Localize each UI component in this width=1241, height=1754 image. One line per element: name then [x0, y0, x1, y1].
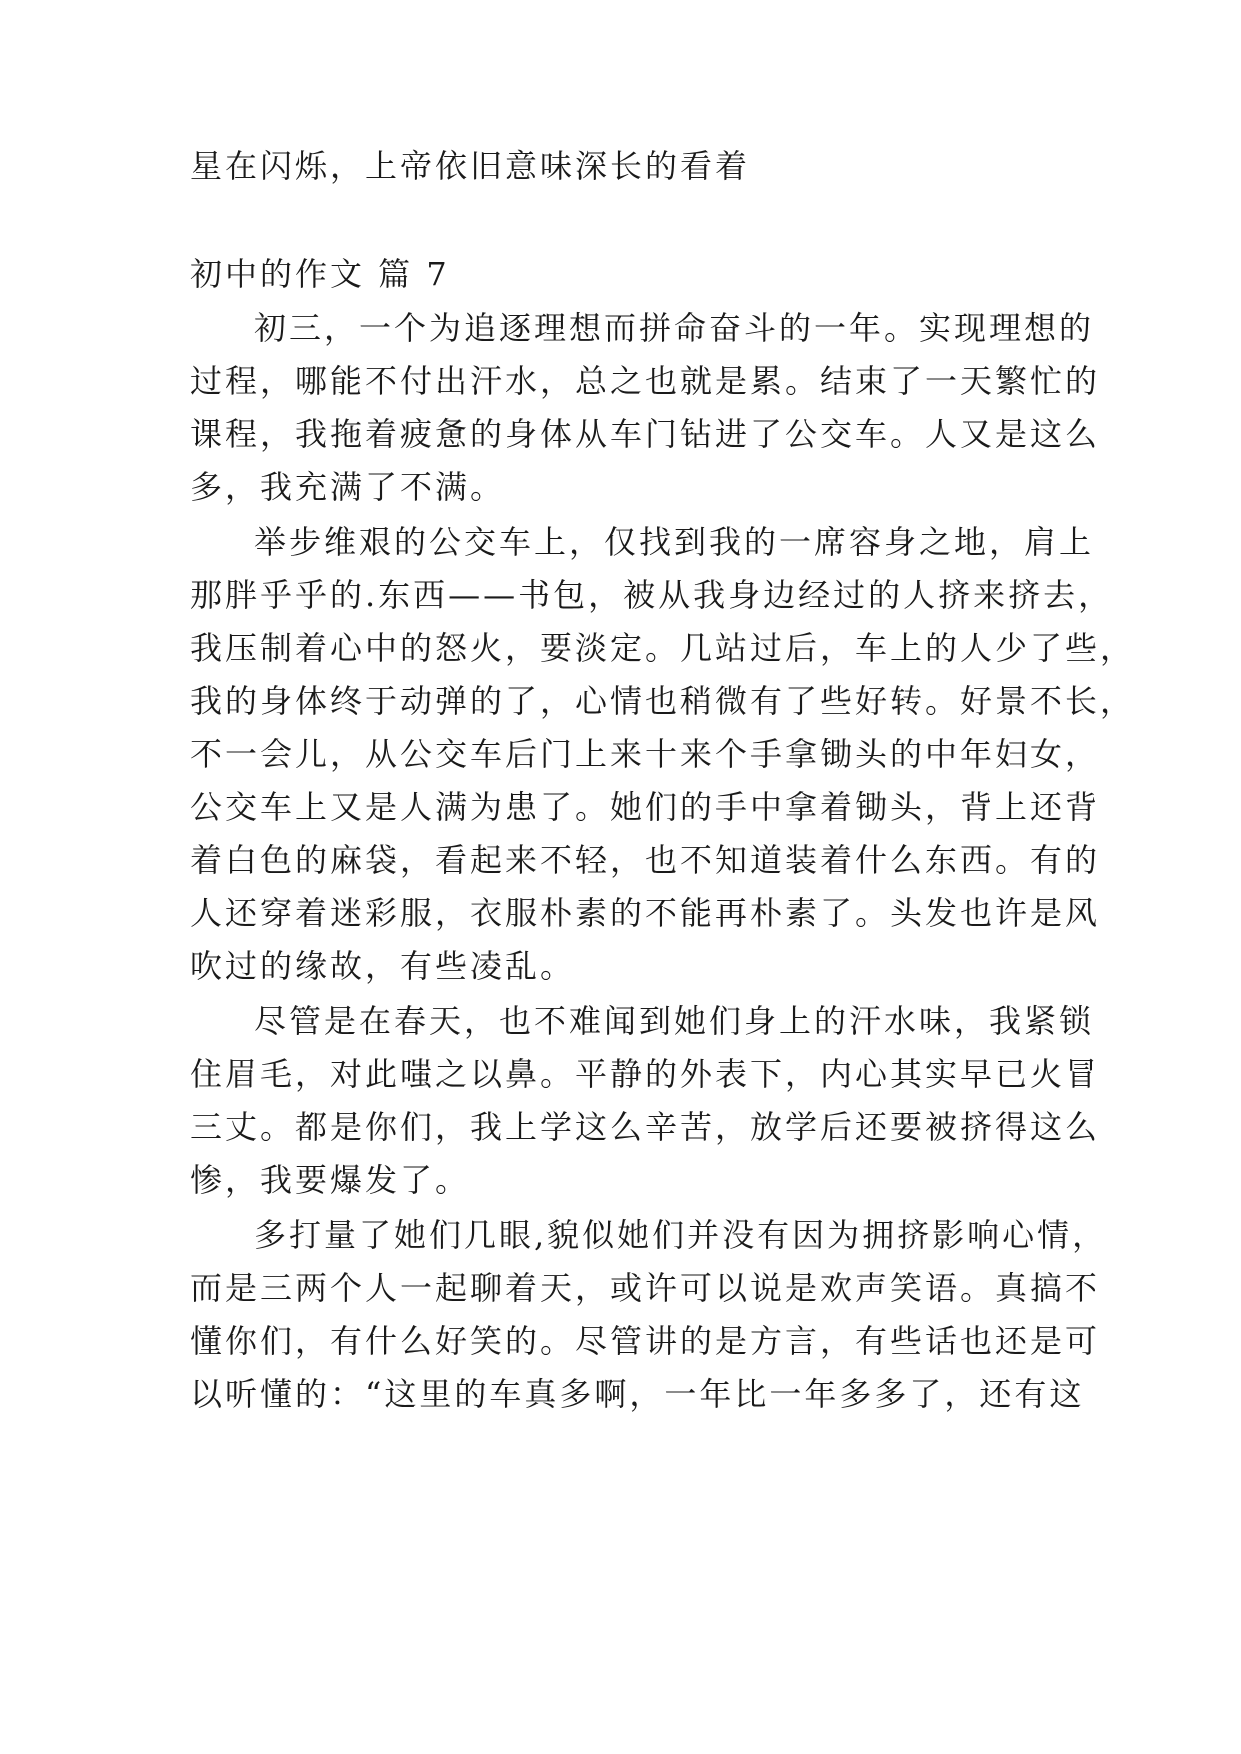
- paragraph-1-line-4: 多，我充满了不满。: [190, 468, 506, 506]
- paragraph-2-line-4: 我的身体终于动弹的了，心情也稍微有了些好转。好景不长，: [190, 682, 1136, 720]
- paragraph-3-line-1: 尽管是在春天，也不难闻到她们身上的汗水味，我紧锁: [254, 1002, 1095, 1040]
- paragraph-3-line-4: 惨，我要爆发了。: [190, 1161, 471, 1199]
- paragraph-3-line-3: 三丈。都是你们，我上学这么辛苦，放学后还要被挤得这么: [190, 1108, 1101, 1146]
- paragraph-4-line-2: 而是三两个人一起聊着天，或许可以说是欢声笑语。真搞不: [190, 1269, 1101, 1307]
- paragraph-1-line-2: 过程，哪能不付出汗水，总之也就是累。结束了一天繁忙的: [190, 362, 1101, 400]
- section-title: 初中的作文 篇 7: [190, 255, 450, 293]
- paragraph-4-line-4: 以听懂的：“这里的车真多啊，一年比一年多多了，还有这: [190, 1375, 1085, 1413]
- paragraph-4-line-3: 懂你们，有什么好笑的。尽管讲的是方言，有些话也还是可: [190, 1322, 1101, 1360]
- paragraph-1-line-3: 课程，我拖着疲惫的身体从车门钻进了公交车。人又是这么: [190, 415, 1101, 453]
- paragraph-2-line-3: 我压制着心中的怒火，要淡定。几站过后，车上的人少了些，: [190, 629, 1136, 667]
- paragraph-1-line-1: 初三，一个为追逐理想而拼命奋斗的一年。实现理想的: [254, 309, 1095, 347]
- paragraph-2-line-7: 着白色的麻袋，看起来不轻，也不知道装着什么东西。有的: [190, 841, 1101, 879]
- opening-line: 星在闪烁，上帝依旧意味深长的看着: [190, 147, 751, 185]
- paragraph-3-line-2: 住眉毛，对此嗤之以鼻。平静的外表下，内心其实早已火冒: [190, 1055, 1101, 1093]
- paragraph-2-line-8: 人还穿着迷彩服，衣服朴素的不能再朴素了。头发也许是风: [190, 894, 1101, 932]
- paragraph-2-line-2: 那胖乎乎的.东西——书包，被从我身边经过的人挤来挤去，: [190, 576, 1114, 614]
- paragraph-2-line-5: 不一会儿，从公交车后门上来十来个手拿锄头的中年妇女，: [190, 735, 1101, 773]
- paragraph-2-line-6: 公交车上又是人满为患了。她们的手中拿着锄头，背上还背: [190, 788, 1101, 826]
- paragraph-2-line-9: 吹过的缘故，有些凌乱。: [190, 947, 576, 985]
- paragraph-4-line-1: 多打量了她们几眼,貌似她们并没有因为拥挤影响心情，: [254, 1216, 1108, 1254]
- paragraph-2-line-1: 举步维艰的公交车上，仅找到我的一席容身之地，肩上: [254, 523, 1095, 561]
